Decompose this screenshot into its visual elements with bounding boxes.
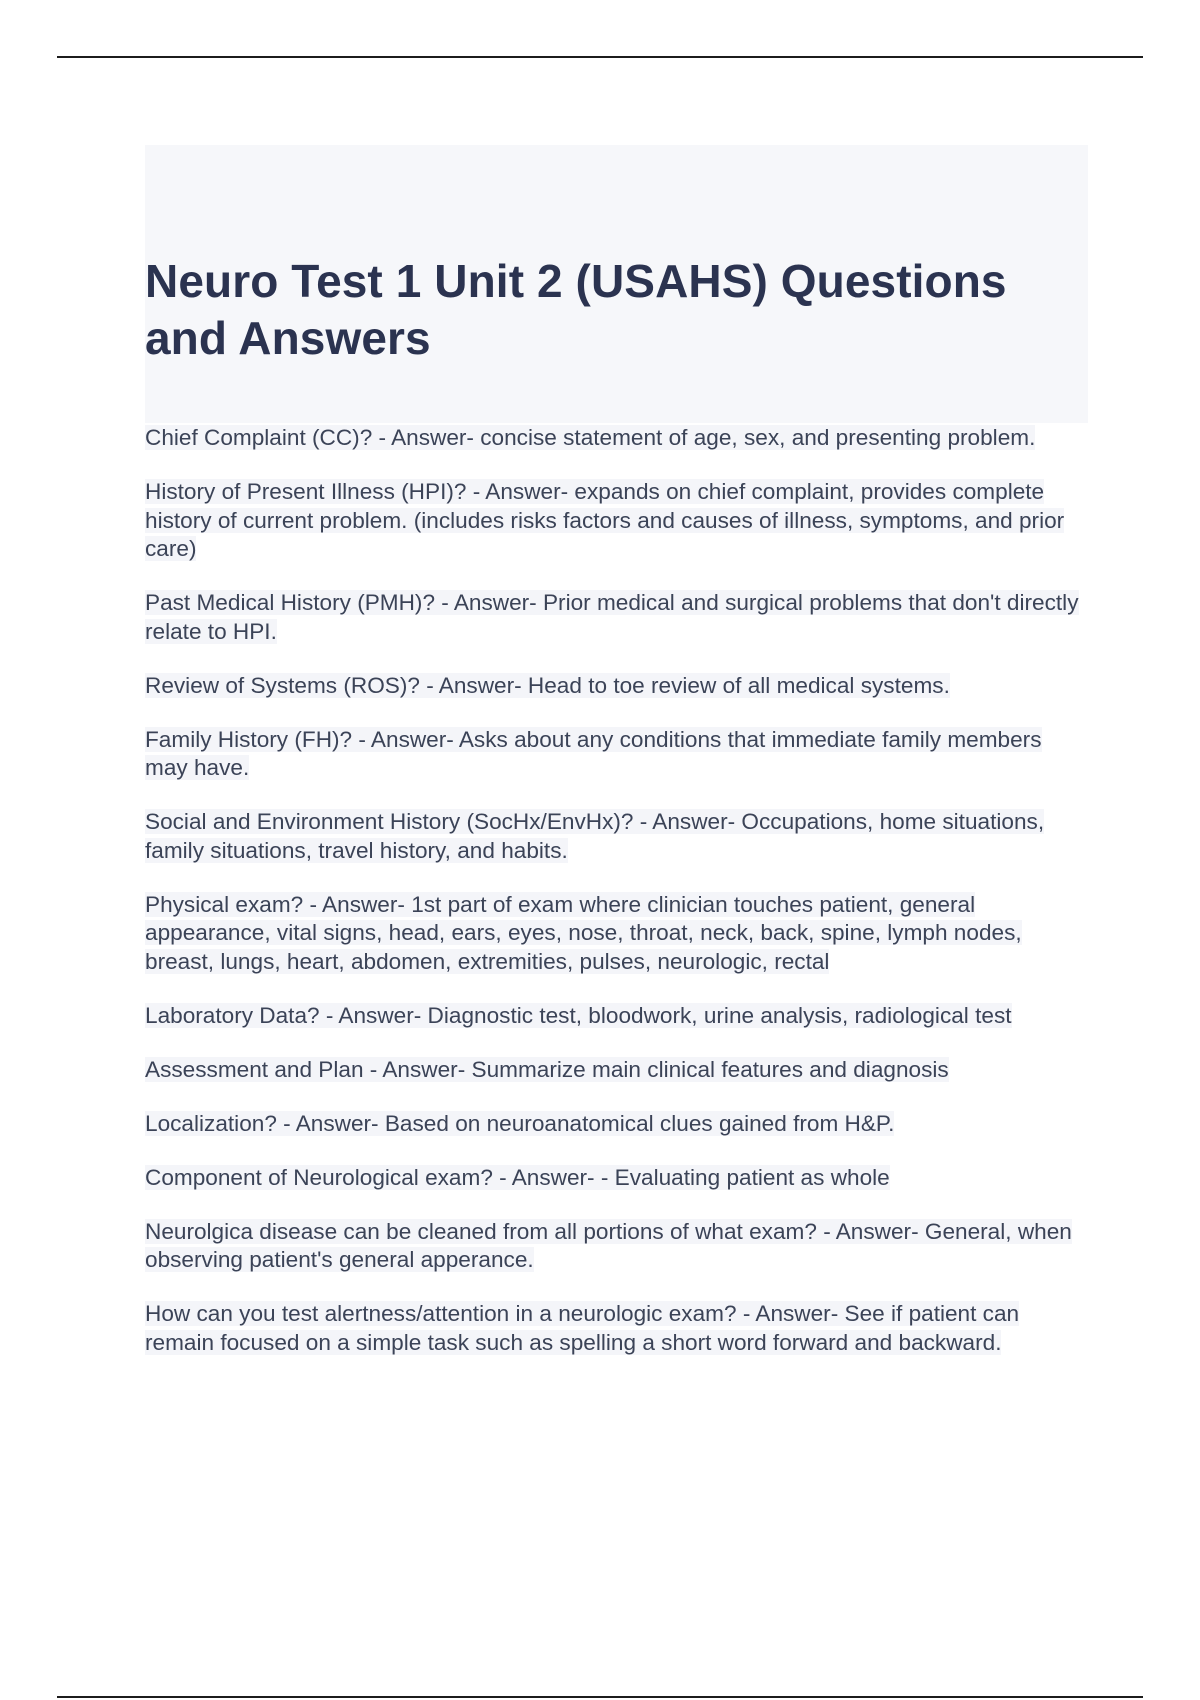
qa-item-social-history bbox=[145, 808, 1090, 865]
qa-item-chief-complaint bbox=[145, 424, 1090, 453]
qa-text: Social and Environment History (SocHx/EnvHx)? - Answer- Occupations, home situations, family situations, travel history, and habits. bbox=[145, 809, 1045, 863]
qa-text: History of Present Illness (HPI)? - Answer- expands on chief complaint, provides complete history of current problem. (includes risks factors and causes of illness, symptoms, and prior care) bbox=[145, 479, 1065, 561]
qa-item-alertness-test bbox=[145, 1300, 1090, 1357]
document-title: Neuro Test 1 Unit 2 (USAHS) Questions and Answers bbox=[145, 255, 1007, 364]
qa-item-hpi bbox=[145, 478, 1090, 564]
qa-text: Chief Complaint (CC)? - Answer- concise statement of age, sex, and presenting problem. bbox=[145, 425, 1036, 450]
qa-item-assessment-plan bbox=[145, 1056, 1090, 1085]
qa-item-laboratory-data bbox=[145, 1002, 1090, 1031]
qa-item-physical-exam bbox=[145, 891, 1090, 977]
qa-item-neuro-exam-component bbox=[145, 1164, 1090, 1193]
qa-text: Laboratory Data? - Answer- Diagnostic test, bloodwork, urine analysis, radiological test bbox=[145, 1002, 1012, 1028]
qa-text: Neurolgica disease can be cleaned from all portions of what exam? - Answer- General, when observing patient's general apperance. bbox=[145, 1218, 1072, 1272]
qa-text: Review of Systems (ROS)? - Answer- Head to toe review of all medical systems. bbox=[145, 672, 950, 698]
qa-item-localization bbox=[145, 1110, 1090, 1139]
bottom-rule bbox=[57, 1696, 1143, 1698]
qa-text: Past Medical History (PMH)? - Answer- Prior medical and surgical problems that don't directly relate to HPI. bbox=[145, 590, 1079, 644]
qa-text: Assessment and Plan - Answer- Summarize main clinical features and diagnosis bbox=[145, 1056, 949, 1082]
qa-text: How can you test alertness/attention in a neurologic exam? - Answer- See if patient can remain focused on a simple task such as spelling a short word forward and backward. bbox=[145, 1301, 1020, 1355]
qa-item-neuro-disease bbox=[145, 1218, 1090, 1275]
qa-item-ros bbox=[145, 672, 1090, 701]
qa-list bbox=[145, 424, 1090, 1383]
qa-text: Localization? - Answer- Based on neuroanatomical clues gained from H&P. bbox=[145, 1110, 895, 1136]
qa-item-family-history bbox=[145, 726, 1090, 783]
qa-text: Physical exam? - Answer- 1st part of exam where clinician touches patient, general appearance, vital signs, head, ears, eyes, nose, throat, neck, back, spine, lymph nodes, breast, lungs, heart, abdomen, extremities, pulses, neurologic, rectal bbox=[145, 891, 1022, 974]
top-rule bbox=[57, 56, 1143, 58]
qa-item-pmh bbox=[145, 589, 1090, 646]
qa-text: Component of Neurological exam? - Answer- - Evaluating patient as whole bbox=[145, 1164, 890, 1190]
qa-text: Family History (FH)? - Answer- Asks about any conditions that immediate family members may have. bbox=[145, 726, 1042, 780]
